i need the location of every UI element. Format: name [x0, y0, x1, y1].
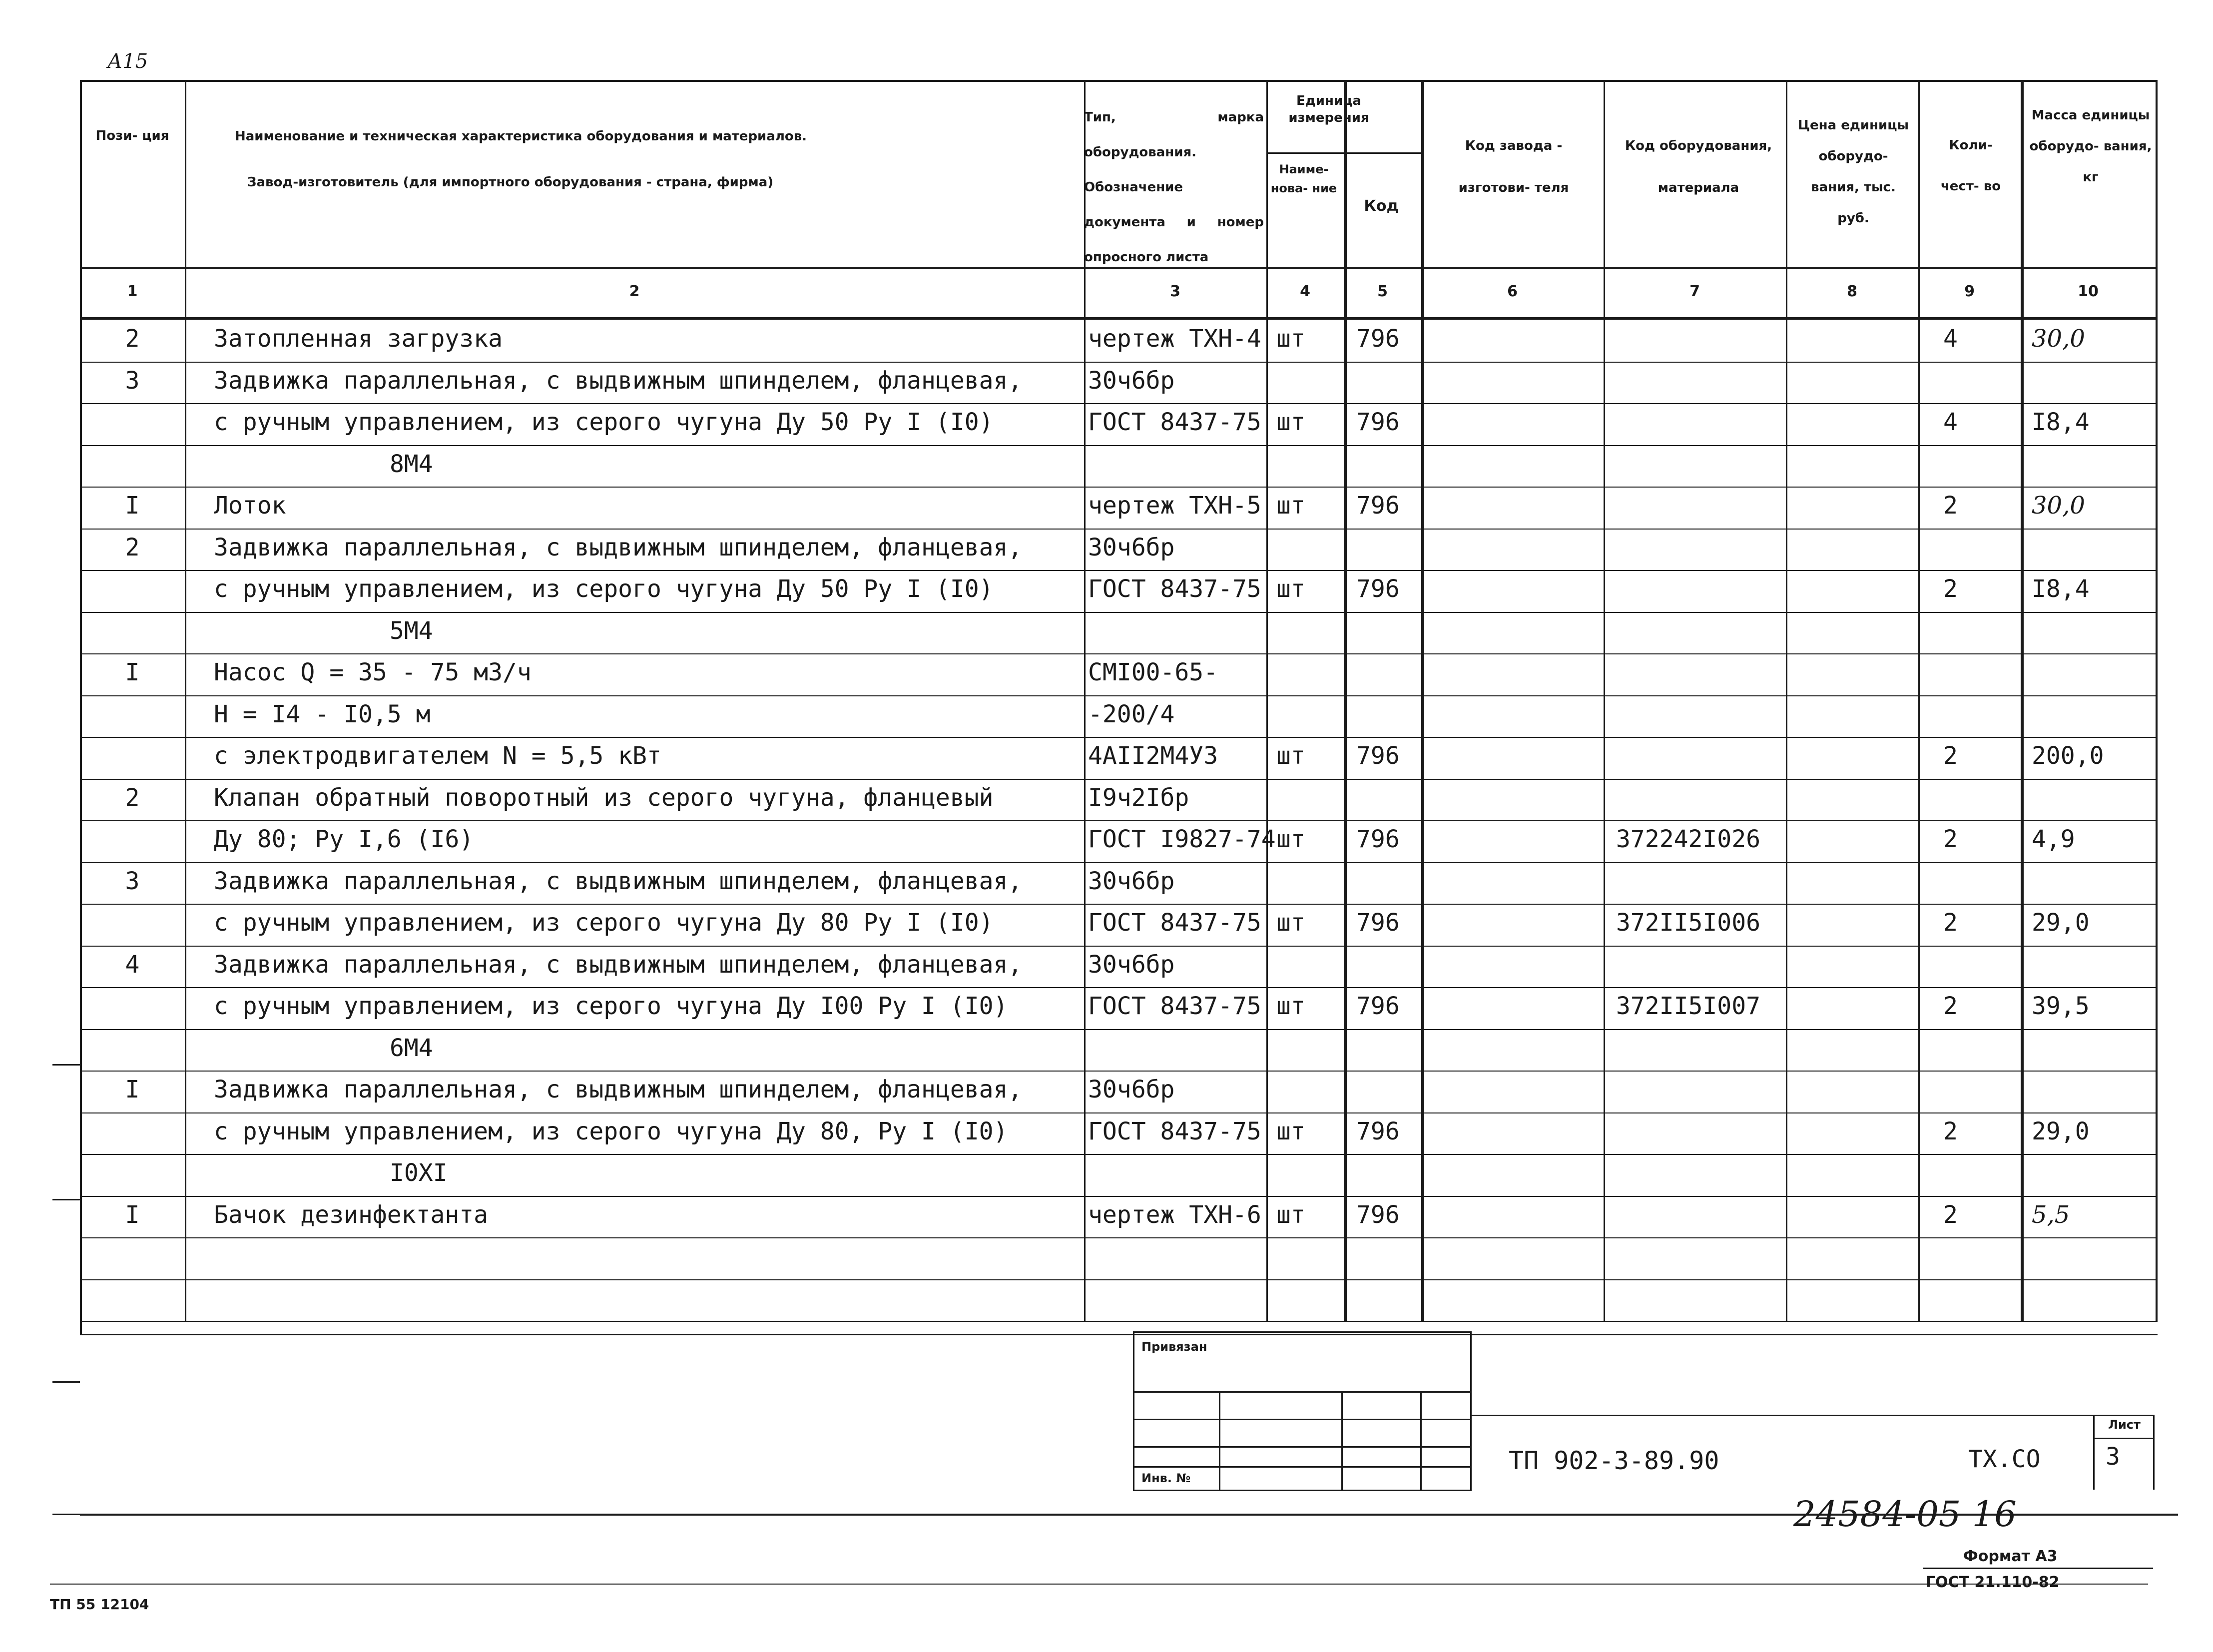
row-rule — [80, 820, 2158, 821]
stamp-rule — [50, 1584, 2148, 1585]
cell-position: 2 — [125, 325, 140, 353]
cell-position: 2 — [125, 533, 140, 561]
cell-unit-code: 796 — [1356, 1117, 1400, 1145]
cell-mass: 29,0 — [2032, 1117, 2090, 1145]
row-rule — [80, 1029, 2158, 1030]
row-rule — [80, 1112, 2158, 1113]
stamp-rule — [1341, 1391, 1343, 1491]
cell-unit-code: 796 — [1356, 1200, 1400, 1229]
cell-unit-code: 796 — [1356, 492, 1400, 520]
cell-position: I — [125, 1200, 140, 1229]
cell-equipment-code: 372II5I006 — [1616, 909, 1760, 937]
cell-unit-code: 796 — [1356, 742, 1400, 770]
cell-unit-name: шт — [1276, 575, 1305, 603]
cell-document: 30ч6бр — [1088, 1076, 1175, 1103]
cell-quantity: 4 — [1943, 408, 1958, 436]
cell-document: 4АII2М4У3 — [1088, 742, 1218, 770]
column-rule — [1266, 80, 1268, 1321]
format-label: Формат А3 — [1963, 1548, 2058, 1565]
cell-quantity: 2 — [1943, 1117, 1958, 1145]
stamp-rule — [1923, 1568, 2153, 1569]
column-number-7: 7 — [1689, 283, 1700, 300]
table-bottom-rule — [80, 1334, 2158, 1335]
cell-name: Насос Q = 35 - 75 м3/ч — [214, 658, 532, 686]
column-number-rule — [80, 317, 2158, 320]
row-rule — [80, 1154, 2158, 1155]
cell-document: 30ч6бр — [1088, 366, 1175, 395]
row-rule — [80, 987, 2158, 988]
stamp-sheet-label: Лист — [2108, 1418, 2141, 1432]
cell-document: 30ч6бр — [1088, 950, 1175, 979]
cell-name: Затопленная загрузка — [214, 325, 503, 353]
cell-name: Ду 80; Ру I,6 (I6) — [214, 825, 474, 853]
cell-unit-code: 796 — [1356, 909, 1400, 937]
cell-unit-name: шт — [1276, 825, 1305, 853]
cell-name: с ручным управлением, из серого чугуна Ду 80, Ру I (I0) — [214, 1117, 1008, 1145]
stamp-bound-label: Привязан — [1141, 1340, 1207, 1354]
header-unit-price: Цена единицы оборудо- вания, тыс. руб. — [1797, 118, 1909, 226]
column-number-1: 1 — [127, 283, 138, 300]
gost-label: ГОСТ 21.110-82 — [1926, 1574, 2060, 1591]
column-rule — [1604, 80, 1605, 1321]
cell-name: Лоток — [214, 492, 286, 520]
row-rule — [80, 445, 2158, 446]
cell-name: H = I4 - I0,5 м — [214, 700, 431, 728]
header-type-mark: Тип, марка оборудования. Обозначение документа и номер опросного листа — [1084, 110, 1264, 265]
cell-unit-name: шт — [1276, 408, 1305, 436]
cell-document: чертеж ТХН-4 — [1088, 325, 1261, 353]
row-rule — [80, 946, 2158, 947]
cell-document: ГОСТ 8437-75 — [1088, 992, 1261, 1020]
row-rule — [80, 362, 2158, 363]
cell-unit-name: шт — [1276, 1117, 1305, 1145]
header-position: Пози- ция — [95, 128, 169, 143]
stamp-rule — [2093, 1438, 2155, 1439]
cell-document: 30ч6бр — [1088, 867, 1175, 895]
header-maker-code: Код завода - изготови- теля — [1458, 138, 1569, 195]
header-name-line2: Завод-изготовитель (для импортного оборудования - страна, фирма) — [247, 175, 774, 190]
cell-name: Бачок дезинфектанта — [214, 1200, 489, 1229]
column-rule — [1344, 80, 1347, 1321]
cell-section-title: 5М4 — [390, 616, 433, 645]
header-quantity: Коли- чест- во — [1940, 138, 2001, 194]
cell-document: чертеж ТХН-5 — [1088, 492, 1261, 520]
row-rule — [80, 1237, 2158, 1238]
cell-mass: 5,5 — [2032, 1200, 2070, 1229]
row-rule — [80, 862, 2158, 863]
stamp-rule — [2153, 1415, 2155, 1490]
column-number-8: 8 — [1847, 283, 1857, 300]
margin-tick — [52, 1064, 80, 1066]
stamp-rule — [1470, 1415, 2155, 1416]
cell-position: 4 — [125, 950, 140, 979]
cell-unit-code: 796 — [1356, 408, 1400, 436]
cell-document: 30ч6бр — [1088, 533, 1175, 561]
header-name-line1: Наименование и техническая характеристика оборудования и материалов. — [235, 129, 807, 144]
cell-name: с электродвигателем N = 5,5 кВт — [214, 742, 661, 770]
column-number-3: 3 — [1170, 283, 1180, 300]
cell-document: ГОСТ 8437-75 — [1088, 1117, 1261, 1145]
cell-position: 2 — [125, 783, 140, 812]
stamp-rule — [2093, 1415, 2095, 1490]
cell-unit-name: шт — [1276, 992, 1305, 1020]
column-number-5: 5 — [1377, 283, 1388, 300]
cell-name: Задвижка параллельная, с выдвижным шпинделем, фланцевая, — [214, 366, 1023, 395]
row-rule — [80, 612, 2158, 613]
row-rule — [80, 779, 2158, 780]
cell-name: Задвижка параллельная, с выдвижным шпинделем, фланцевая, — [214, 1076, 1023, 1103]
column-rule — [1421, 80, 1424, 1321]
cell-unit-code: 796 — [1356, 575, 1400, 603]
cell-unit-name: шт — [1276, 325, 1305, 353]
cell-document: чертеж ТХН-6 — [1088, 1200, 1261, 1229]
cell-mass: 39,5 — [2032, 992, 2090, 1020]
row-rule — [80, 1321, 2158, 1322]
cell-name: Задвижка параллельная, с выдвижным шпинделем, фланцевая, — [214, 867, 1023, 895]
cell-name: с ручным управлением, из серого чугуна Ду 50 Ру I (I0) — [214, 408, 994, 436]
cell-position: 3 — [125, 366, 140, 395]
cell-document: СМI00-65- — [1088, 658, 1218, 686]
stamp-rule — [1219, 1391, 1220, 1491]
cell-document: -200/4 — [1088, 700, 1175, 728]
row-rule — [80, 529, 2158, 530]
cell-equipment-code: 372242I026 — [1616, 825, 1760, 853]
row-rule — [80, 487, 2158, 488]
cell-unit-code: 796 — [1356, 825, 1400, 853]
cell-mass: 200,0 — [2032, 742, 2104, 770]
cell-mass: 29,0 — [2032, 909, 2090, 937]
header-unit-name: Наиме- нова- ние — [1270, 162, 1337, 195]
stamp-inventory-label: Инв. № — [1141, 1471, 1191, 1485]
column-rule — [1786, 80, 1787, 1321]
cell-mass: 4,9 — [2032, 825, 2075, 853]
cell-name: Задвижка параллельная, с выдвижным шпинделем, фланцевая, — [214, 533, 1023, 561]
cell-section-title: I0ХI — [390, 1159, 448, 1187]
row-rule — [80, 1196, 2158, 1197]
stamp-rule — [1133, 1331, 1472, 1333]
cell-quantity: 2 — [1943, 909, 1958, 937]
header-unit-mass: Масса единицы оборудо- вания, кг — [2029, 108, 2152, 185]
cell-unit-code: 796 — [1356, 325, 1400, 353]
stamp-sheet-number: 3 — [2106, 1443, 2120, 1471]
cell-name: с ручным управлением, из серого чугуна Ду I00 Ру I (I0) — [214, 992, 1008, 1020]
column-number-6: 6 — [1507, 283, 1518, 300]
row-rule — [80, 1279, 2158, 1280]
cell-name: Клапан обратный поворотный из серого чугуна, фланцевый — [214, 783, 994, 812]
cell-unit-name: шт — [1276, 492, 1305, 520]
cell-name: Задвижка параллельная, с выдвижным шпинделем, фланцевая, — [214, 950, 1023, 979]
cell-quantity: 2 — [1943, 825, 1958, 853]
unit-subheader-rule — [1266, 152, 1421, 154]
cell-document: ГОСТ 8437-75 — [1088, 575, 1261, 603]
column-rule — [1918, 80, 1920, 1321]
cell-quantity: 2 — [1943, 742, 1958, 770]
header-unit-code: Код — [1364, 197, 1399, 215]
cell-quantity: 2 — [1943, 492, 1958, 520]
margin-tick — [52, 1199, 80, 1200]
row-rule — [80, 904, 2158, 905]
cell-mass: I8,4 — [2032, 408, 2090, 436]
cell-position: I — [125, 492, 140, 520]
cell-equipment-code: 372II5I007 — [1616, 992, 1760, 1020]
cell-name: с ручным управлением, из серого чугуна Ду 50 Ру I (I0) — [214, 575, 994, 603]
cell-position: I — [125, 1076, 140, 1103]
cell-document: ГОСТ 8437-75 — [1088, 909, 1261, 937]
column-number-9: 9 — [1964, 283, 1975, 300]
cell-unit-name: шт — [1276, 909, 1305, 937]
cell-section-title: 8М4 — [390, 450, 433, 478]
cell-name: с ручным управлением, из серого чугуна Ду 80 Ру I (I0) — [214, 909, 994, 937]
table-right-border — [2156, 80, 2158, 1321]
row-rule — [80, 737, 2158, 738]
corner-mark: А15 — [107, 50, 148, 73]
bottom-left-code: ТП 55 12104 — [50, 1596, 149, 1613]
cell-document: ГОСТ I9827-74 — [1088, 825, 1276, 853]
stamp-rule — [1420, 1391, 1422, 1491]
margin-tick — [52, 1514, 80, 1515]
column-number-10: 10 — [2078, 283, 2099, 300]
row-rule — [80, 695, 2158, 696]
margin-tick — [52, 1381, 80, 1383]
cell-position: I — [125, 658, 140, 686]
cell-quantity: 2 — [1943, 1200, 1958, 1229]
row-rule — [80, 653, 2158, 654]
row-rule — [80, 570, 2158, 571]
row-rule — [80, 403, 2158, 404]
cell-unit-name: шт — [1276, 742, 1305, 770]
cell-section-title: 6М4 — [390, 1034, 433, 1062]
cell-mass: 30,0 — [2032, 492, 2085, 520]
row-rule — [80, 1071, 2158, 1072]
cell-quantity: 2 — [1943, 575, 1958, 603]
cell-position: 3 — [125, 867, 140, 895]
table-top-border — [80, 80, 2158, 82]
header-equipment-code: Код оборудования, материала — [1625, 138, 1772, 195]
column-number-2: 2 — [629, 283, 640, 300]
cell-document: I9ч2Iбр — [1088, 783, 1189, 812]
cell-unit-name: шт — [1276, 1200, 1305, 1229]
column-rule — [185, 80, 186, 1321]
cell-quantity: 4 — [1943, 325, 1958, 353]
cell-mass: I8,4 — [2032, 575, 2090, 603]
cell-quantity: 2 — [1943, 992, 1958, 1020]
archive-number: 24584-05 16 — [1793, 1494, 2017, 1535]
column-rule — [2021, 80, 2024, 1321]
cell-document: ГОСТ 8437-75 — [1088, 408, 1261, 436]
stamp-document-code: ТП 902-3-89.90 — [1509, 1446, 1719, 1475]
column-number-4: 4 — [1300, 283, 1310, 300]
cell-unit-code: 796 — [1356, 992, 1400, 1020]
header-unit: Единица измерения — [1288, 93, 1369, 125]
cell-mass: 30,0 — [2032, 325, 2085, 353]
stamp-section-code: ТХ.СО — [1968, 1445, 2041, 1473]
